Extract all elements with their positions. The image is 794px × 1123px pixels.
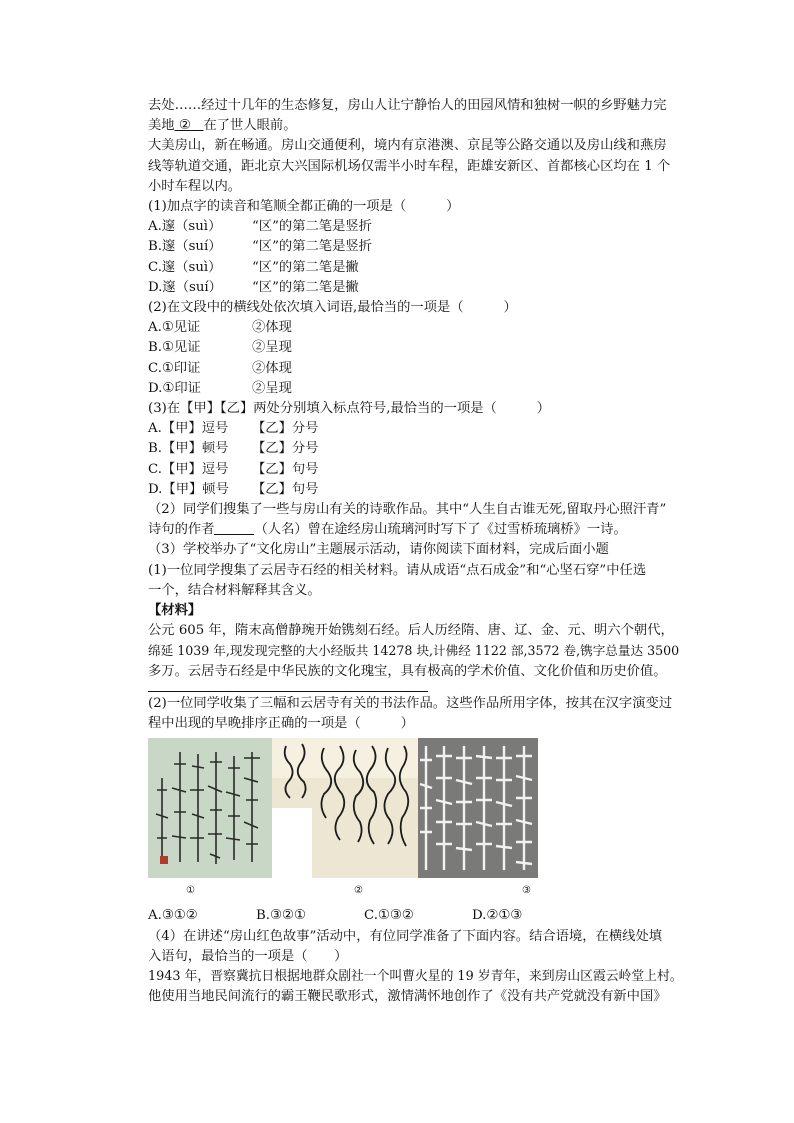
option-a: C.①印证: [148, 360, 201, 376]
text-line: 去处……经过十几年的生态修复，房山人让宁静怡人的田园风情和独树一帜的乡野魅力完: [148, 98, 667, 113]
option-a: D.【甲】顿号: [148, 481, 229, 497]
question-1-stem: (1)加点字的读音和笔顺全都正确的一项是（ ）: [148, 199, 460, 215]
option-b: “区”的第二笔是撇: [252, 259, 359, 275]
document-body: [148, 96, 704, 1007]
calligraphy-image-3: [418, 738, 538, 878]
section-3-line: （3）学校举办了“文化房山”主题展示活动，请你阅读下面材料，完成后面小题: [148, 542, 609, 558]
option-row: [148, 278, 704, 298]
figure-label-2: ②: [354, 885, 363, 897]
calligraphy-strokes-1: [148, 738, 272, 878]
section-5-line: 入语句，最恰当的一项是（ ）: [148, 948, 348, 964]
calligraphy-figure: [148, 738, 704, 906]
section-4-line: 程中出现的早晚排序正确的一项是（ ）: [148, 716, 414, 732]
option-row: [148, 258, 704, 278]
fill-blank-2: [175, 116, 204, 136]
text-span: （人名）曾在途经房山琉璃河时写下了《过雪桥琉璃桥》一诗。: [254, 522, 627, 538]
option-a: A.邃（suì）: [148, 219, 222, 235]
option-row: [148, 439, 704, 459]
option-a: A.①见证: [148, 320, 201, 336]
option-row: [148, 460, 704, 480]
option-b: 【乙】分号: [252, 441, 319, 457]
answer-option-c: C.①③②: [364, 908, 414, 924]
answer-options: [148, 906, 704, 926]
option-b: ②呈现: [252, 380, 292, 396]
answer-option-a: A.③①②: [148, 908, 198, 924]
option-a: B.【甲】顿号: [148, 441, 229, 457]
answer-option-d: D.②①③: [472, 908, 523, 924]
option-b: ②体现: [252, 360, 292, 376]
option-b: “区”的第二笔是撇: [252, 279, 359, 295]
option-a: C.【甲】逗号: [148, 461, 229, 477]
section-2-line: [148, 520, 704, 540]
material-title: 【材料】: [148, 603, 202, 619]
option-row: [148, 419, 704, 439]
section-5-line: 1943 年，晋察冀抗日根据地群众剧社一个叫曹火星的 19 岁青年，来到房山区霞云岭堂上村。: [148, 968, 683, 984]
text-span: 在了世人眼前。: [203, 118, 297, 134]
figure-label-3: ③: [522, 885, 531, 897]
option-a: C.邃（suì）: [148, 259, 222, 275]
option-b: ②体现: [252, 320, 292, 336]
calligraphy-image-2: [272, 738, 418, 878]
section-3-line: 一个，结合材料解释其含义。: [148, 582, 321, 598]
figure-label-1: ①: [186, 885, 195, 897]
material-line: 绵延 1039 年,现发现完整的大小经版共 14278 块,计佛经 1122 部,3572 卷,镌字总量达 3500: [148, 643, 680, 659]
option-row: [148, 480, 704, 500]
material-line: 公元 605 年，隋末高僧静琬开始镌刻石经。后人历经隋、唐、辽、金、元、明六个朝代，: [148, 623, 674, 639]
option-a: B.邃（suí）: [148, 239, 222, 255]
option-b: 【乙】分号: [252, 421, 319, 437]
option-row: [148, 318, 704, 338]
text-line: 线等轨道交通，距北京大兴国际机场仅需半小时车程，距雄安新区、首都核心区均在 1 个: [148, 158, 671, 174]
text-line: [148, 116, 704, 136]
option-b: “区”的第二笔是竖折: [252, 239, 372, 255]
section-4-line: (2)一位同学收集了三幅和云居寺有关的书法作品。这些作品所用字体，按其在汉字演变过: [148, 695, 673, 711]
question-2-stem: (2)在文段中的横线处依次填入词语,最恰当的一项是（ ）: [148, 300, 517, 316]
section-5-line: 他使用当地民间流行的霸王鞭民歌形式，激情满怀地创作了《没有共产党就没有新中国》: [148, 989, 667, 1005]
fill-blank-author: [214, 520, 254, 535]
calligraphy-strokes-3: [418, 738, 538, 878]
answer-line: [148, 682, 428, 692]
answer-option-b: B.③②①: [256, 908, 306, 924]
option-row: [148, 338, 704, 358]
text-span: 诗句的作者: [148, 522, 215, 538]
calligraphy-strokes-2: [272, 738, 418, 878]
option-b: “区”的第二笔是竖折: [252, 219, 372, 235]
calligraphy-image-1: [148, 738, 272, 878]
blank-number: ②: [178, 118, 191, 134]
option-row: [148, 237, 704, 257]
section-5-line: （4）在讲述“房山红色故事”活动中，有位同学准备了下面内容。结合语境，在横线处填: [148, 928, 663, 944]
text-line: 大美房山，新在畅通。房山交通便利，境内有京港澳、京昆等公路交通以及房山线和燕房: [148, 138, 667, 154]
option-b: 【乙】句号: [252, 481, 319, 497]
option-row: [148, 379, 704, 399]
section-2-line: （2）同学们搜集了一些与房山有关的诗歌作品。其中“人生自古谁无死,留取丹心照汗青”: [148, 502, 667, 518]
section-3-line: (1)一位同学搜集了云居寺石经的相关材料。请从成语“点石成金”和“心坚石穿”中任选: [148, 562, 647, 578]
material-line: 多万。云居寺石经是中华民族的文化瑰宝，具有极高的学术价值、文化价值和历史价值。: [148, 663, 667, 679]
option-a: B.①见证: [148, 340, 201, 356]
option-b: ②呈现: [252, 340, 292, 356]
option-a: A.【甲】逗号: [148, 421, 229, 437]
option-a: D.邃（suí）: [148, 279, 222, 295]
question-3-stem: (3)在【甲】【乙】两处分别填入标点符号,最恰当的一项是（ ）: [148, 401, 551, 417]
option-a: D.①印证: [148, 380, 201, 396]
text-span: 美地: [148, 118, 175, 134]
text-line: 小时车程以内。: [148, 178, 242, 194]
option-b: 【乙】句号: [252, 461, 319, 477]
option-row: [148, 217, 704, 237]
option-row: [148, 359, 704, 379]
